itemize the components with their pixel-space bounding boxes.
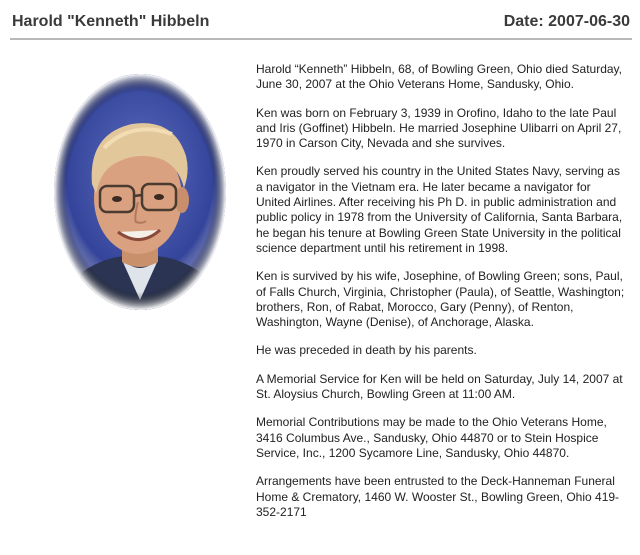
obituary-text [256,62,628,533]
paragraph-birth: Ken was born on February 3, 1939 in Orofino, Idaho to the late Paul and Iris (Goffinet) Hibbeln. He married Josephine Ulibarri on April 27, 1970 in Carson City, Nevada and she survives. [256,105,622,151]
portrait-photo [52,72,228,312]
header-divider [10,38,632,40]
paragraph-preceded: He was preceded in death by his parents. [256,343,477,358]
paragraph-memorial-service: A Memorial Service for Ken will be held on Saturday, July 14, 2007 at St. Aloysius Church, Bowling Green at 11:00 AM. [256,371,623,402]
paragraph-contributions: Memorial Contributions may be made to the Ohio Veterans Home, 3416 Columbus Ave., Sandusky, Ohio 44870 or to Stein Hospice Service, Inc., 1200 Sycamore Line, Sandusky, Ohio 44870. [256,415,607,460]
page-header [0,0,640,44]
page-title: Harold "Kenneth" Hibbeln [12,13,210,30]
paragraph-death: Harold “Kenneth” Hibbeln, 68, of Bowling Green, Ohio died Saturday, June 30, 2007 at the Ohio Veterans Home, Sandusky, Ohio. [256,62,622,92]
paragraph-survivors: Ken is survived by his wife, Josephine, of Bowling Green; sons, Paul, of Falls Church, Virginia, Christopher (Paula), of Seattle, Washington; brothers, Ron, of Rabat, Morocco, Gary (Penny), of Renton, Washington, Wayne (Denise), of Anchorage, Alaska. [256,269,625,330]
paragraph-arrangements: Arrangements have been entrusted to the Deck-Hanneman Funeral Home & Crematory, 1460 W. Wooster St., Bowling Green, Ohio 419-352-2171 [256,474,620,519]
date-label: Date: 2007-06-30 [503,13,630,30]
paragraph-career: Ken proudly served his country in the United States Navy, serving as a navigator in the Vietnam era. He later became a navigator for United Airlines. After receiving his Ph D. in public administration and public policy in 1978 from the University of California, Santa Barbara, he began his tenure at Bowling Green State University in the political science department until his retirement in 1998. [256,164,623,255]
